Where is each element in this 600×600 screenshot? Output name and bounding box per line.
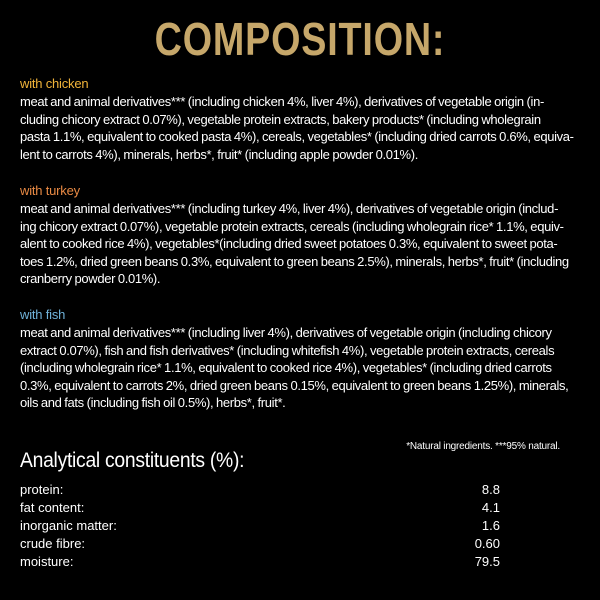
constituents-table	[20, 481, 500, 571]
variant-section-fish	[20, 306, 582, 412]
constituent-value: 79.5	[474, 554, 500, 569]
constituent-value: 1.6	[481, 518, 500, 533]
variant-name-chicken: with chicken	[20, 76, 89, 91]
ingredient-line: ing chicory extract 0.07%), vegetable protein extracts, cereals (including wholegrain rice* 1.1%, equiv-	[20, 218, 564, 234]
constituent-row-inorganic	[20, 517, 500, 535]
constituent-row-protein	[20, 481, 500, 499]
ingredient-line: cluding chicory extract 0.07%), vegetable protein extracts, bakery products* (including wholegrain	[20, 111, 541, 127]
ingredient-line: oils and fats (including fish oil 0.5%), herbs*, fruit*.	[20, 395, 286, 410]
ingredient-line: meat and animal derivatives*** (including chicken 4%, liver 4%), derivatives of vegetable origin (in-	[20, 94, 544, 109]
constituent-row-fibre	[20, 535, 500, 553]
constituent-value: 4.1	[481, 500, 500, 515]
ingredient-line: meat and animal derivatives*** (including turkey 4%, liver 4%), derivatives of vegetable origin (includ-	[20, 201, 559, 216]
constituent-label: crude fibre:	[20, 536, 86, 551]
ingredient-line: toes 1.2%, dried green beans 0.3%, equivalent to green beans 2.5%), minerals, herbs*, fruit* (including	[20, 253, 569, 269]
constituent-value: 0.60	[474, 536, 500, 551]
ingredient-line: (including wholegrain rice* 1.1%, equivalent to cooked rice 4%), vegetables* (including dried carrots	[20, 360, 552, 375]
constituent-label: protein:	[20, 482, 64, 497]
analytical-heading: Analytical constituents (%):	[20, 449, 245, 472]
constituent-row-fat	[20, 499, 500, 517]
variant-name-fish: with fish	[20, 307, 66, 322]
ingredient-line: lent to carrots 4%), minerals, herbs*, fruit* (including apple powder 0.01%).	[20, 146, 418, 162]
ingredient-line: meat and animal derivatives*** (including liver 4%), derivatives of vegetable origin (including chicory	[20, 325, 552, 340]
ingredient-line: alent to cooked rice 4%), vegetables*(including dried sweet potatoes 0.3%, equivalent to sweet pota-	[20, 236, 558, 251]
constituent-row-moisture	[20, 553, 500, 571]
variant-name-turkey: with turkey	[20, 183, 80, 198]
constituent-label: inorganic matter:	[20, 518, 117, 533]
constituent-value: 8.8	[481, 482, 500, 497]
constituent-label: moisture:	[20, 554, 74, 569]
constituent-label: fat content:	[20, 500, 85, 515]
ingredient-line: pasta 1.1%, equivalent to cooked pasta 4%), cereals, vegetables* (including dried carrots 0.6%, equiva-	[20, 129, 574, 144]
footnote: *Natural ingredients. ***95% natural.	[406, 441, 560, 452]
ingredient-line: extract 0.07%), fish and fish derivatives* (including whitefish 4%), vegetable protein extracts, cereals	[20, 342, 555, 358]
variant-section-chicken	[20, 75, 582, 163]
ingredient-line: 0.3%, equivalent to carrots 2%, dried green beans 0.15%, equivalent to green beans 1.25%), minerals,	[20, 377, 569, 393]
page-title: COMPOSITION:	[154, 13, 446, 65]
variant-section-turkey	[20, 182, 582, 288]
ingredient-line: cranberry powder 0.01%).	[20, 271, 161, 286]
